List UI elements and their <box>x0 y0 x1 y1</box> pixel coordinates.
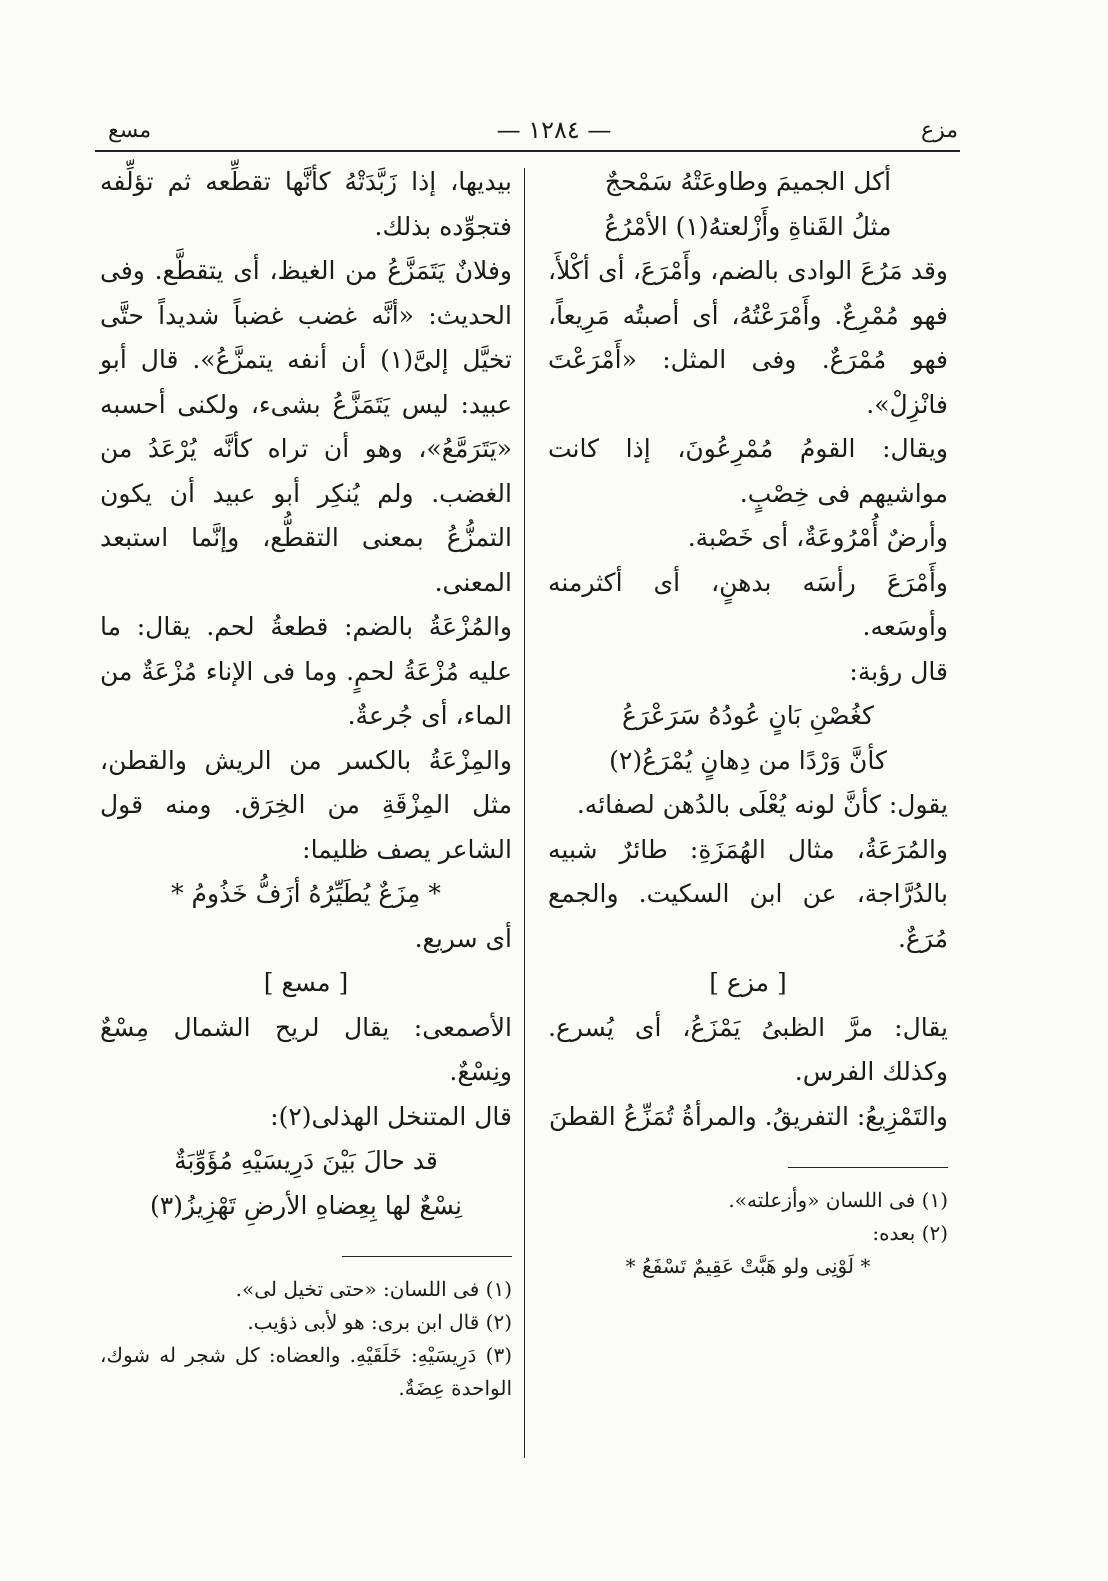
footnote-rule <box>342 1256 512 1257</box>
verse-line: كأنَّ وَرْدًا من دِهانٍ يُمْرَعُ(٢) <box>609 745 887 775</box>
footnote: (١) فى اللسان: «حتى تخيل لى». <box>235 1277 512 1301</box>
paragraph: والتَمْزِيعُ: التفريقُ. والمرأةُ تُمَزِّعُ القطنَ <box>549 1101 948 1131</box>
paragraph: الأصمعى: يقال لريح الشمال مِسْعٌ ونِسْعٌ. <box>100 1012 512 1086</box>
footnote: (٢) بعده: <box>872 1221 948 1245</box>
header-rule <box>95 150 960 152</box>
verse-line: قد حالَ بَيْنَ دَرِيسَيْهِ مُؤَوِّبَةٌ <box>174 1146 438 1175</box>
header-root-word-right: مزع <box>920 118 958 143</box>
footnote: (٣) دَرِيسَيْهِ: خَلَقَيْهِ. والعضاه: كل شجر له شوك، الواحدة عِضَةٌ. <box>100 1343 512 1400</box>
footnote-verse: * لَوْنِى ولو هَبَّتْ عَقِيمٌ تَسْفَعُ * <box>625 1254 871 1278</box>
header-root-word-left: مسع <box>108 118 152 143</box>
verse-line: * مِزَعٌ يُطَيِّرُهُ أزَفُّ خَذُومُ * <box>171 879 441 908</box>
left-column <box>100 160 512 1405</box>
paragraph: أى سريع. <box>414 923 512 953</box>
verse-line: كغُصْنِ بَانٍ عُودُهُ سَرَعْرَعُ <box>622 701 874 730</box>
paragraph: يقول: كأنَّ لونه يُعْلَى بالدُهن لصفائه. <box>576 790 948 819</box>
paragraph: وقد مَرُعَ الوادى بالضم، وأَمْرَعَ، أى أكْلأَ، فهو مُمْرِعٌ. وأَمْرَعْتُهُ، أى أصبتُه مَرِيعاً، فهو مُمْرَعٌ. وفى المثل: «أَمْرَعْتَ فانْزِلْ». <box>548 256 948 419</box>
footnote: (٢) قال ابن برى: هو لأبى ذؤيب. <box>247 1310 512 1334</box>
paragraph: وأرضٌ أُمْرُوعَةٌ، أى خَصْبة. <box>687 523 948 552</box>
paragraph: ويقال: القومُ مُمْرِعُونَ، إذا كانت مواشيهم فى خِصْبٍ. <box>548 434 948 508</box>
verse-line: مثلُ القَناةِ وأَزْلعتهُ(١) الأمْرُعُ <box>604 211 892 241</box>
paragraph: وأَمْرَعَ رأسَه بدهنٍ، أى أكثرمنه وأوسَعه. <box>548 567 948 641</box>
paragraph: بيديها، إذا زَبَّدَتْهُ كأنَّها تقطِّعه ثم تؤلِّفه فتجوِّده بذلك. <box>100 167 512 241</box>
footnote-rule <box>788 1167 948 1168</box>
column-separator <box>524 168 525 1458</box>
paragraph: قال رؤبة: <box>849 656 948 686</box>
paragraph: وفلانٌ يَتَمَزَّعُ من الغيظ، أى يتقطَّع. وفى الحديث: «أنَّه غضب غضباً شديداً حتَّى تخيَّل إلىَّ(١) أن أنفه يتمزَّعُ». قال أبو عبيد: ليس يَتَمَزَّعُ بشىء، ولكنى أحسبه «يَتَرَمَّعُ»، وهو أن تراه كأنَّه يُرْعَدُ من الغضب. ولم يُنكِر أبو عبيد أن يكون التمزُّعُ بمعنى التقطُّع، وإنَّما استبعد المعنى. <box>100 256 512 597</box>
verse-line: أكل الجميمَ وطاوعَتْهُ سَمْحجٌ <box>604 167 892 196</box>
paragraph: يقال: مرَّ الظبىُ يَمْزَعُ، أى يُسرع. وكذلك الفرس. <box>548 1012 948 1086</box>
paragraph: والمِزْعَةُ بالكسر من الريش والقطن، مثل المِزْقَةِ من الخِرَق. ومنه قول الشاعر يصف ظليما: <box>100 745 512 864</box>
section-title: [ مزع ] <box>709 968 787 997</box>
footnote: (١) فى اللسان «وأزعلته». <box>728 1188 948 1212</box>
paragraph: قال المتنخل الهذلى(٢): <box>270 1101 512 1131</box>
paragraph: والمُرَعَةُ، مثال الهُمَزَةِ: طائرٌ شبيه بالدُرَّاجة، عن ابن السكيت. والجمع مُرَعٌ. <box>548 834 948 953</box>
paragraph: والمُزْعَةُ بالضم: قطعةُ لحم. يقال: ما عليه مُزْعَةُ لحمٍ. وما فى الإناء مُزْعَةٌ من الماء، أى جُرعةٌ. <box>100 612 512 730</box>
right-column <box>548 160 948 1283</box>
page-number: — ١٢٨٤ — <box>496 116 612 144</box>
verse-line: نِسْعٌ لها بِعِضاهِ الأرضِ تَهْزِيزُ(٣) <box>149 1190 462 1220</box>
section-title: [ مسع ] <box>263 968 349 997</box>
